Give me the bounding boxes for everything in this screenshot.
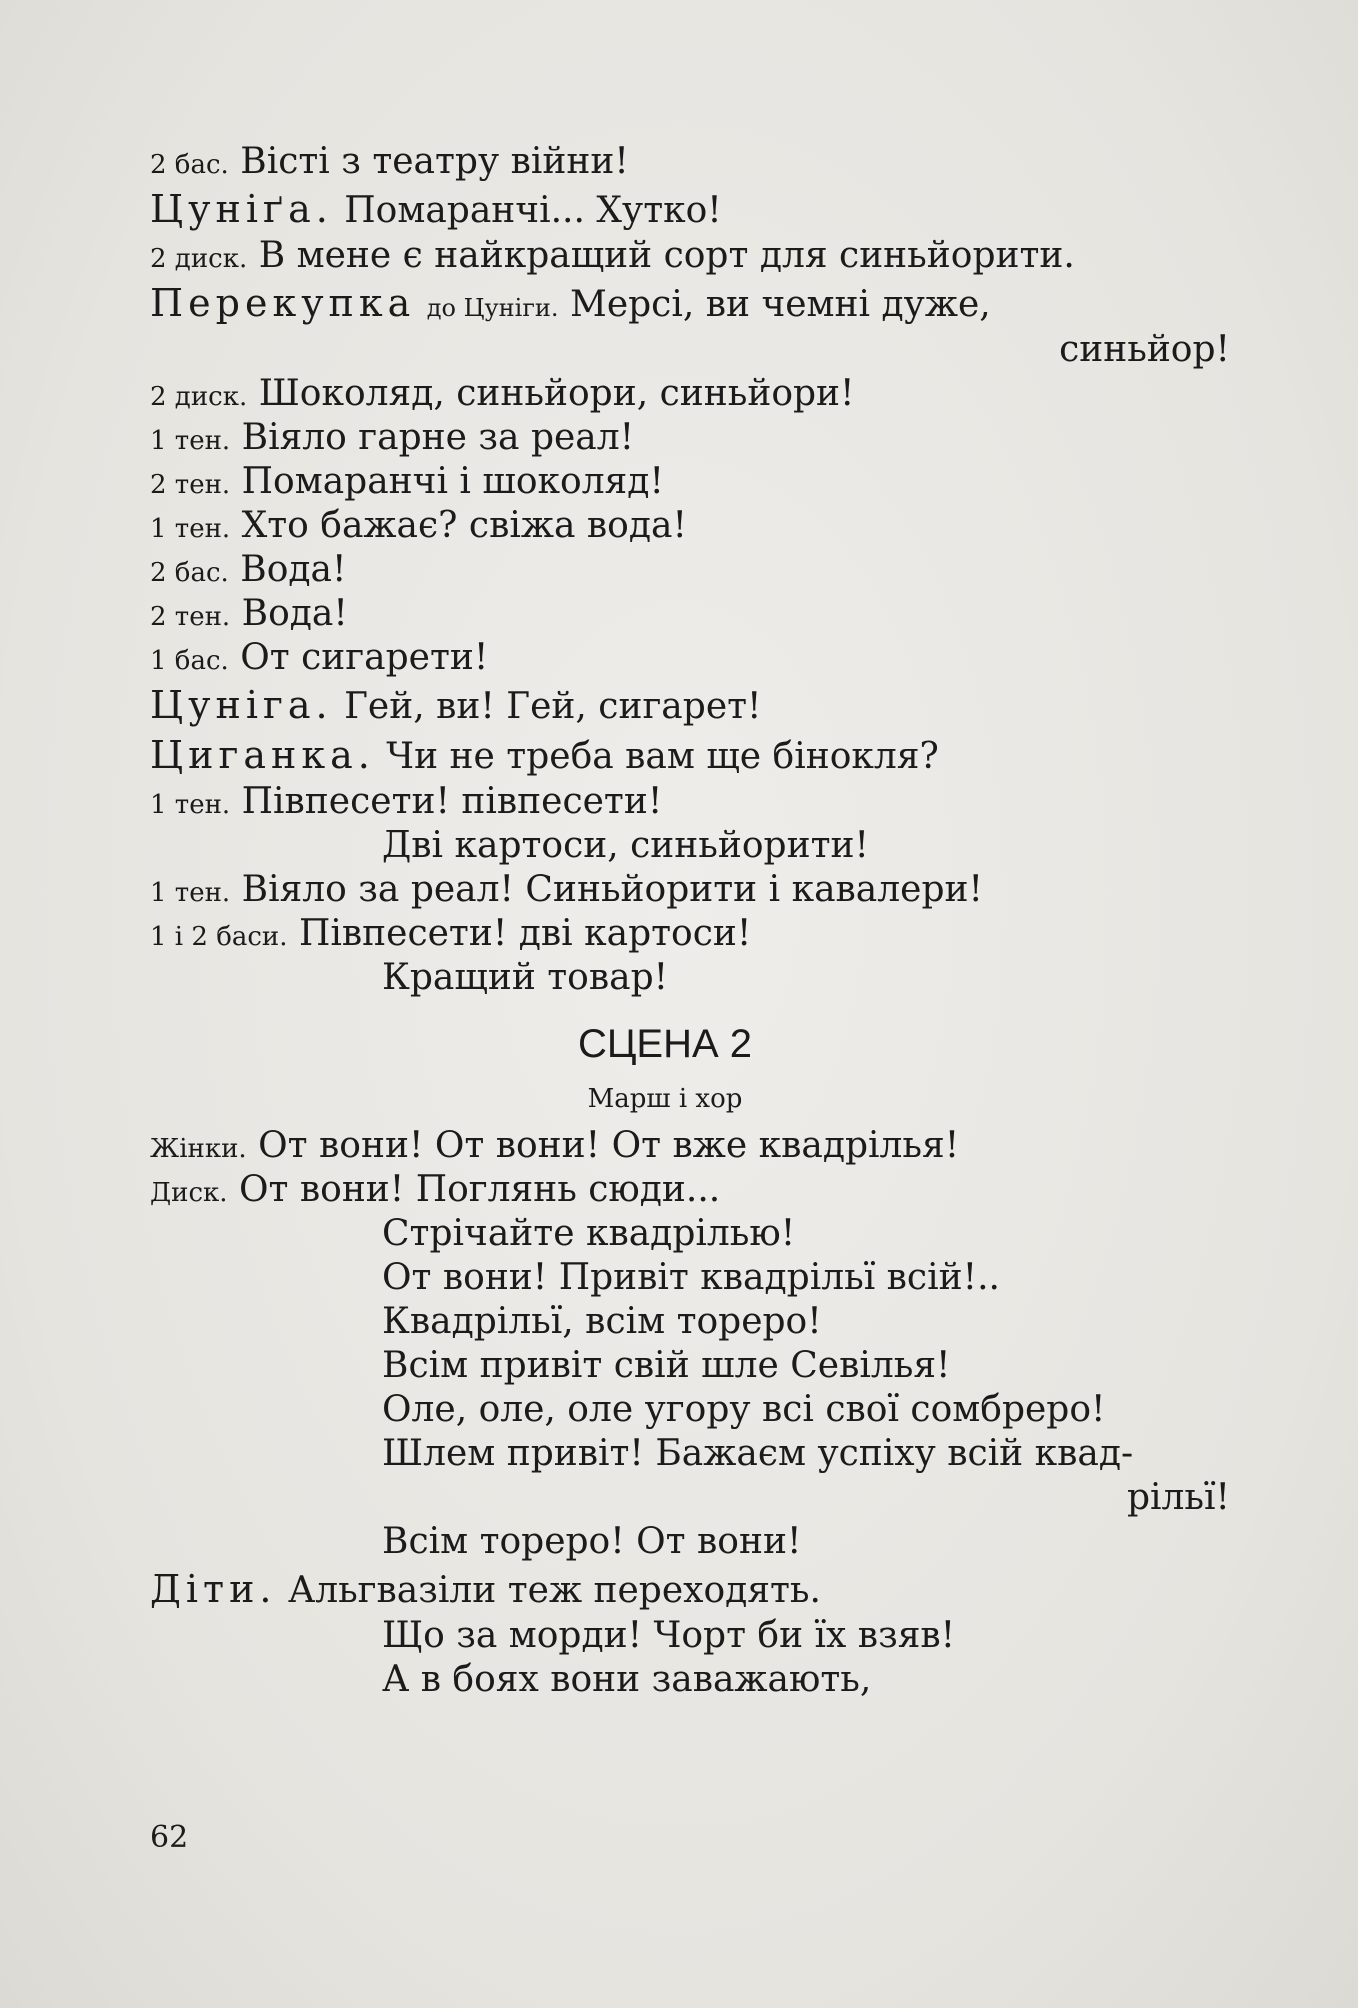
speaker-label: 2 бас.	[150, 558, 229, 588]
dialogue-line: Всім тореро! От вони!	[382, 1521, 802, 1562]
dialogue-line	[150, 504, 1300, 548]
dialogue-line	[150, 184, 1300, 234]
dialogue-text: Вода!	[240, 549, 347, 590]
dialogue-line	[150, 372, 1300, 416]
dialogue-line	[150, 592, 1300, 636]
dialogue-line: рільї!	[1126, 1477, 1230, 1518]
dialogue-block-market	[150, 140, 1300, 1000]
speaker-label: 1 тен.	[150, 878, 231, 908]
speaker-label: Жінки.	[150, 1134, 247, 1164]
dialogue-line: Дві картоси, синьйорити!	[382, 825, 869, 866]
speaker-label: 1 і 2 баси.	[150, 922, 288, 952]
dialogue-text: В мене є найкращий сорт для синьйорити.	[258, 235, 1075, 276]
dialogue-text: Віяло гарне за реал!	[241, 417, 635, 458]
dialogue-text: От сигарети!	[240, 637, 489, 678]
dialogue-block-march	[150, 1124, 1300, 1702]
dialogue-line: Оле, оле, оле угору всі свої сомбреро!	[382, 1389, 1106, 1430]
speaker-label: 2 бас.	[150, 150, 229, 180]
dialogue-text: Чи не треба вам ще бінокля?	[386, 736, 939, 777]
dialogue-line: Що за морди! Чорт би їх взяв!	[382, 1615, 956, 1656]
speaker-label: Цуніґа.	[150, 187, 333, 231]
dialogue-line	[150, 416, 1300, 460]
dialogue-text: Вісті з театру війни!	[240, 141, 629, 182]
speaker-label: 1 бас.	[150, 646, 229, 676]
dialogue-line	[150, 730, 1300, 780]
dialogue-line: Шлем привіт! Бажаєм успіху всій квад-	[382, 1433, 1134, 1474]
dialogue-line	[150, 912, 1300, 956]
dialogue-text: Вода!	[241, 593, 348, 634]
dialogue-line: От вони! Привіт квадрільї всій!..	[382, 1257, 1000, 1298]
speaker-label: 2 диск.	[150, 244, 248, 274]
dialogue-line	[150, 140, 1300, 184]
text-block	[150, 140, 1300, 1702]
speaker-label: Диск.	[150, 1178, 228, 1208]
dialogue-line	[150, 234, 1300, 278]
dialogue-line: А в боях вони заважають,	[382, 1659, 872, 1700]
page-number: 62	[150, 1820, 189, 1855]
speaker-label: 1 тен.	[150, 426, 231, 456]
dialogue-line	[150, 868, 1300, 912]
speaker-label: 1 тен.	[150, 514, 231, 544]
dialogue-text: Альгвазіли теж переходять.	[287, 1570, 821, 1611]
dialogue-line	[150, 780, 1300, 824]
speaker-label: 2 тен.	[150, 470, 231, 500]
dialogue-text: Півпесети! півпесети!	[241, 781, 663, 822]
dialogue-text: Віяло за реал! Синьйорити і кавалери!	[241, 869, 983, 910]
dialogue-line	[150, 460, 1300, 504]
dialogue-text: Шоколяд, синьйори, синьйори!	[258, 373, 855, 414]
dialogue-text: От вони! От вони! От вже квадрілья!	[258, 1125, 960, 1166]
dialogue-text: Півпесети! дві картоси!	[298, 913, 752, 954]
stage-direction: до Цуніги.	[426, 294, 559, 322]
dialogue-text: Мерсі, ви чемні дуже,	[569, 284, 991, 325]
dialogue-text: Помаранчі і шоколяд!	[241, 461, 664, 502]
dialogue-line	[150, 548, 1300, 592]
dialogue-line	[150, 1564, 1300, 1614]
speaker-label: Цуніга.	[150, 683, 333, 727]
speaker-label: 2 диск.	[150, 382, 248, 412]
dialogue-text: Гей, ви! Гей, сигарет!	[344, 686, 762, 727]
dialogue-text: Хто бажає? свіжа вода!	[241, 505, 687, 546]
dialogue-line: синьйор!	[1059, 329, 1230, 370]
scene-title: СЦЕНА 2	[577, 1022, 753, 1066]
dialogue-text: От вони! Поглянь сюди...	[239, 1169, 721, 1210]
scene-subtitle: Марш і хор	[587, 1084, 743, 1114]
speaker-label: Діти.	[150, 1567, 277, 1611]
dialogue-line	[150, 278, 1300, 328]
dialogue-line: Кращий товар!	[382, 957, 669, 998]
dialogue-text: Помаранчі... Хутко!	[344, 190, 722, 231]
dialogue-line	[150, 1124, 1300, 1168]
speaker-label: 1 тен.	[150, 790, 231, 820]
dialogue-line: Стрічайте квадрілью!	[382, 1213, 796, 1254]
speaker-label: Перекупка	[150, 281, 416, 325]
speaker-label: 2 тен.	[150, 602, 231, 632]
dialogue-line: Всім привіт свій шле Севілья!	[382, 1345, 951, 1386]
dialogue-line	[150, 1168, 1300, 1212]
speaker-label: Циганка.	[150, 733, 375, 777]
dialogue-line	[150, 636, 1300, 680]
dialogue-line: Квадрільї, всім тореро!	[382, 1301, 822, 1342]
dialogue-line	[150, 680, 1300, 730]
